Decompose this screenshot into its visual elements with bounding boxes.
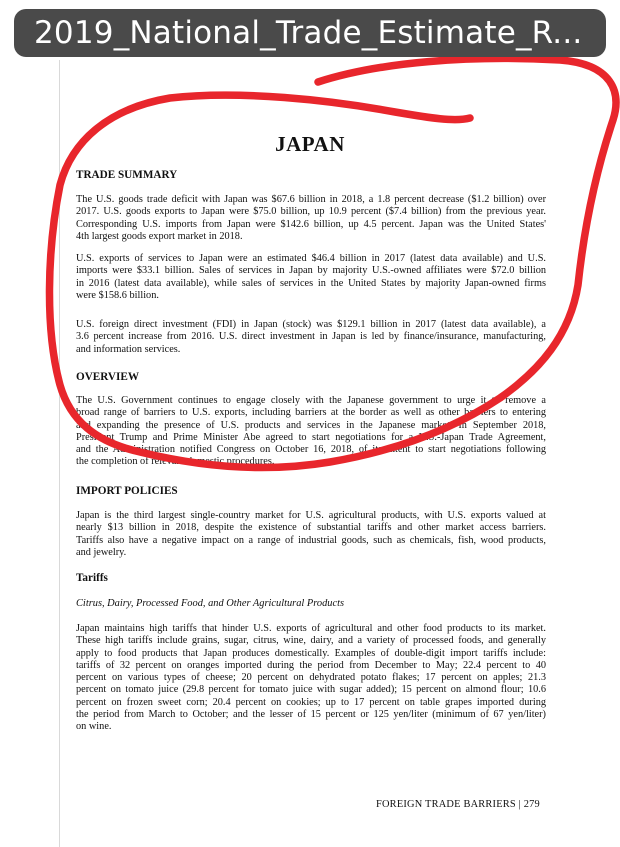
section-heading-overview: OVERVIEW bbox=[76, 371, 140, 383]
text-line: percent on frozen sweet corn; 20.4 percent on cookies; up to 17 percent on table grapes imported during bbox=[76, 696, 546, 708]
section-heading-tariffs: Tariffs bbox=[76, 572, 108, 584]
section-heading-trade-summary: TRADE SUMMARY bbox=[76, 169, 178, 181]
paragraph bbox=[76, 319, 546, 356]
text-line: were $158.6 billion. bbox=[76, 289, 159, 301]
text-line: nearly $13 billion in 2018, despite the existence of substantial tariffs and other market access barriers. bbox=[76, 522, 546, 534]
subsection-heading: Citrus, Dairy, Processed Food, and Other Agricultural Products bbox=[76, 598, 345, 609]
text-line: in 2016 (latest data available), while sales of services in the United States by majority Japan-owned firms bbox=[76, 277, 546, 289]
text-line: The U.S. goods trade deficit with Japan was $67.6 billion in 2018, a 1.8 percent decrease ($1.2 billion) over bbox=[76, 194, 546, 205]
file-title-bar[interactable] bbox=[14, 9, 606, 57]
text-line: and information services. bbox=[76, 343, 181, 355]
text-line: U.S. foreign direct investment (FDI) in Japan (stock) was $129.1 billion in 2017 (latest data available), a bbox=[76, 319, 546, 330]
text-line: President Trump and Prime Minister Abe agreed to start negotiations for a U.S.-Japan Trade Agreement, bbox=[76, 431, 546, 443]
text-line: and expanding the presence of U.S. products and services in the Japanese market. In September 2018, bbox=[76, 419, 546, 431]
file-title: 2019_National_Trade_Estimate_R... bbox=[34, 15, 583, 51]
text-line: the completion of relevant domestic procedures. bbox=[76, 456, 275, 468]
text-line: 3.6 percent increase from 2016. U.S. direct investment in Japan is led by finance/insurance, manufacturing, bbox=[76, 331, 546, 343]
section-heading-import-policies: IMPORT POLICIES bbox=[76, 485, 178, 497]
text-line: the period from March to October; and the lesser of 15 percent or 125 yen/liter (minimum of 67 yen/liter) bbox=[76, 709, 546, 721]
text-line: and the Administration notified Congress on October 16, 2018, of its intent to start negotiations following bbox=[76, 444, 546, 456]
text-line: percent on tomato juice (29.8 percent for tomato juice with sugar added); 15 percent on almond flour; 10.6 bbox=[76, 684, 546, 696]
text-line: 2017. U.S. goods exports to Japan were $75.0 billion, up 10.9 percent ($7.4 billion) from the previous year. bbox=[76, 206, 546, 218]
text-line: broad range of barriers to U.S. exports, including barriers at the border as well as other barriers to entering bbox=[76, 407, 546, 419]
text-line: imports were $33.1 billion. Sales of services in Japan by majority U.S.-owned affiliates were $72.0 billion bbox=[76, 265, 546, 277]
text-line: apply to food products that Japan produces domestically. Examples of double-digit import tariffs include: bbox=[76, 647, 546, 659]
text-line: tariffs of 32 percent on oranges imported during the period from December to May; 22.4 percent to 40 bbox=[76, 659, 546, 671]
paragraph bbox=[76, 253, 546, 302]
text-line: U.S. exports of services to Japan were an estimated $46.4 billion in 2017 (latest data available) and U.S. bbox=[76, 253, 546, 264]
text-line: percent on various types of cheese; 20 percent on dehydrated potato flakes; 17 percent on apples; 21.3 bbox=[76, 672, 546, 684]
page-footer: FOREIGN TRADE BARRIERS | 279 bbox=[376, 799, 540, 810]
document-page bbox=[60, 60, 612, 847]
text-line: Corresponding U.S. imports from Japan were $142.6 billion, up 4.5 percent. Japan was the United States' bbox=[76, 218, 546, 230]
paragraph bbox=[76, 510, 546, 559]
text-line: on wine. bbox=[76, 721, 112, 733]
country-title: JAPAN bbox=[275, 132, 345, 156]
text-line: 4th largest goods export market in 2018. bbox=[76, 230, 243, 242]
text-line: These high tariffs include grains, sugar, citrus, wine, dairy, and a variety of processed foods, and generally bbox=[76, 635, 546, 647]
text-line: and jewelry. bbox=[76, 546, 127, 558]
text-line: Japan maintains high tariffs that hinder U.S. exports of agricultural and other food products to its market. bbox=[76, 623, 546, 634]
text-line: The U.S. Government continues to engage closely with the Japanese government to urge it to remove a bbox=[76, 395, 546, 406]
text-line: Japan is the third largest single-country market for U.S. agricultural products, with U.S. exports valued at bbox=[76, 510, 546, 521]
paragraph bbox=[76, 623, 546, 734]
paragraph bbox=[76, 194, 546, 243]
paragraph bbox=[76, 395, 546, 469]
text-line: Tariffs also have a negative impact on a range of industrial goods, such as chemicals, fish, wood products, bbox=[76, 534, 546, 546]
